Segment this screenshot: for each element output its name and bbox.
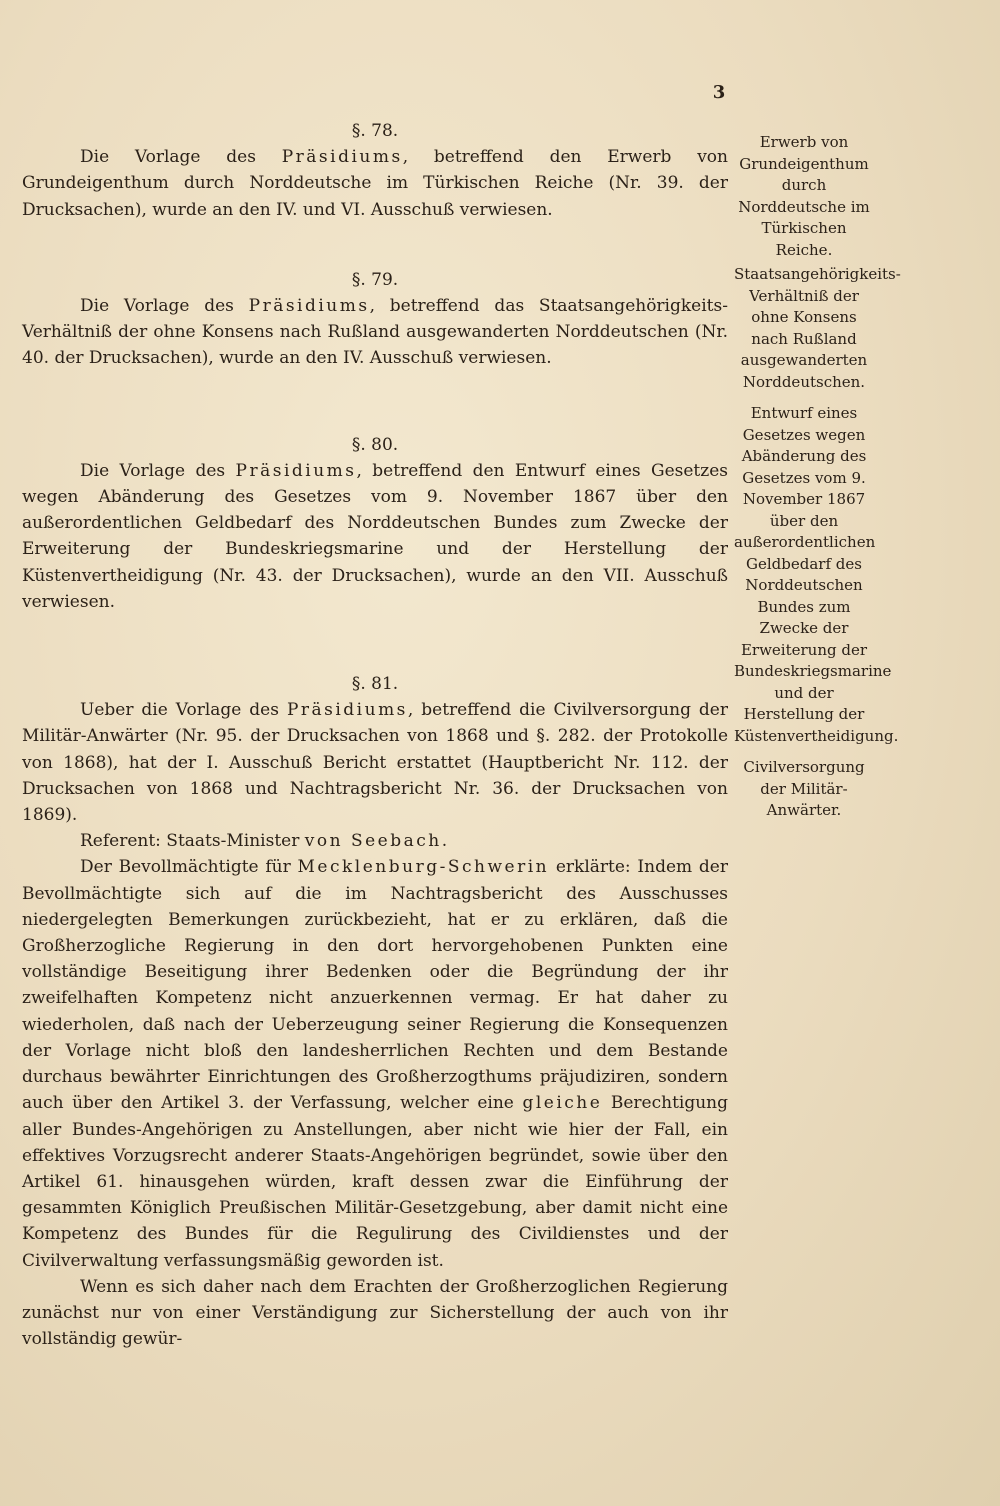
section-heading: §. 78. — [351, 121, 399, 141]
page-number: 3 — [712, 82, 726, 103]
main-text-column — [22, 118, 728, 1352]
section-79 — [22, 267, 728, 372]
margin-note-79: Staatsangehörigkeits-Verhältniß der ohne Konsens nach Rußland ausgewanderten Norddeutschen. — [734, 265, 901, 391]
paragraph: Die Vorlage des Präsidiums, betreffend den Entwurf eines Gesetzes wegen Abänderung des Gesetzes vom 9. November 1867 über den außerordentlichen Geldbedarf des Norddeutschen Bundes zum Zwecke der Erweiterung der Bundeskriegsmarine und der Herstellung der Küstenvertheidigung (Nr. 43. der Drucksachen), wurde an den VII. Ausschuß verwiesen. — [22, 460, 728, 612]
paragraph: Ueber die Vorlage des Präsidiums, betreffend die Civilversorgung der Militär-Anwärter (Nr. 95. der Drucksachen von 1868 und §. 282. der Protokolle von 1868), hat der I. Ausschuß Bericht erstattet (Hauptbericht Nr. 112. der Drucksachen von 1868 und Nachtragsbericht Nr. 36. der Drucksachen von 1869). — [22, 700, 728, 826]
section-81 — [22, 671, 728, 1352]
paragraph: Referent: Staats-Minister von Seebach. — [80, 831, 448, 852]
section-heading: §. 80. — [351, 434, 399, 455]
paragraph: Der Bevollmächtigte für Mecklenburg-Schwerin erklärte: Indem der Bevollmächtigte sich auf die im Nachtragsbericht des Ausschusses niedergelegten Bemerkungen zurückbezieht, hat er zu erklären, daß die Großherzogliche Regierung in den dort hervorgehobenen Punkten eine vollständige Beseitigung ihrer Bedenken oder die Begründung der ihr zweifelhaften Kompetenz nicht anzuerkennen vermag. Er hat daher zu wiederholen, daß nach der Ueberzeugung seiner Regierung die Konsequenzen der Vorlage nicht bloß den landesherrlichen Rechten und dem Bestande durchaus bewährter Einrichtungen des Großherzogthums präjudiziren, sondern auch über den Artikel 3. der Verfassung, welcher eine gleiche Berechtigung aller Bundes-Angehörigen zu Anstellungen, aber nicht wie hier der Fall, ein effektives Vorzugsrecht anderer Staats-Angehörigen begründet, sowie über den Artikel 61. hinausgehen würden, kraft dessen zwar die Einführung der gesammten Königlich Preußischen Militär-Gesetzgebung, aber damit nicht eine Kompetenz des Bundes für die Regulirung des Civildienstes und der Civilverwaltung verfassungsmäßig geworden ist. — [22, 857, 728, 1271]
section-heading: §. 79. — [351, 269, 399, 290]
margin-note-80: Entwurf eines Gesetzes wegen Abänderung des Gesetzes vom 9. November 1867 über den außerordentlichen Geldbedarf des Norddeutschen Bundes zum Zwecke der Erweiterung der Bundeskriegsmarine und der Herstellung der Küstenvertheidigung. — [734, 404, 899, 745]
margin-note-81: Civilversorgung der Militär-Anwärter. — [743, 758, 865, 819]
paragraph: Die Vorlage des Präsidiums, betreffend den Erwerb von Grundeigenthum durch Norddeutsche im Türkischen Reiche (Nr. 39. der Drucksachen), wurde an den IV. und VI. Ausschuß verwiesen. — [22, 147, 728, 220]
paragraph: Wenn es sich daher nach dem Erachten der Großherzoglichen Regierung zunächst nur von einer Verständigung zur Sicherstellung der auch von ihr vollständig gewür- — [22, 1276, 728, 1350]
margin-note-78: Erwerb von Grundeigenthum durch Norddeutsche im Türkischen Reiche. — [738, 133, 870, 259]
section-heading: §. 81. — [351, 674, 399, 695]
section-80 — [22, 432, 728, 615]
section-78 — [22, 118, 728, 223]
paragraph: Die Vorlage des Präsidiums, betreffend das Staatsangehörigkeits-Verhältniß der ohne Konsens nach Rußland ausgewanderten Norddeutschen (Nr. 40. der Drucksachen), wurde an den IV. Ausschuß verwiesen. — [22, 296, 728, 369]
